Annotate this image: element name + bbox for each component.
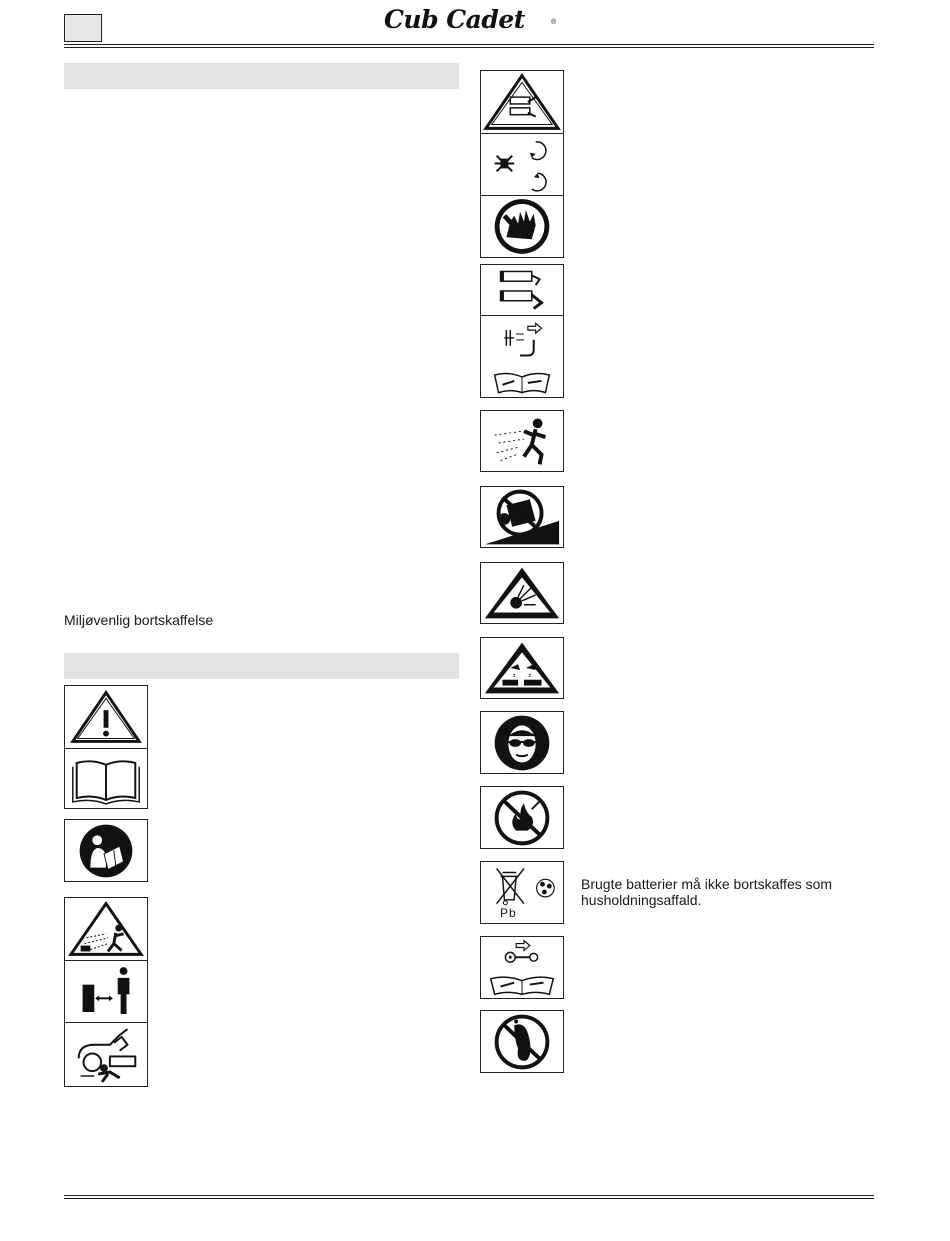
icon-group-warning-manual: [64, 685, 148, 809]
icon-box-rollover: [480, 486, 564, 548]
warning-triangle-icon: [65, 686, 147, 748]
icon-box-ignition-manual: [480, 936, 564, 999]
section-header-band-1: [64, 63, 459, 89]
blade-rotation-icon: [481, 133, 563, 195]
icon-box-eye-protection: [480, 711, 564, 774]
rollover-slope-icon: [481, 487, 563, 547]
registered-mark: ®: [551, 19, 557, 26]
ignition-key-manual-icon: [481, 937, 563, 998]
no-fire-icon: [481, 787, 563, 848]
explosion-warning-icon: [481, 563, 563, 623]
page-number-box: [64, 14, 102, 42]
no-bare-feet-icon: [481, 1011, 563, 1072]
child-runover-icon: [65, 1022, 147, 1086]
icon-box-battery-disposal: [480, 861, 564, 924]
remove-key-icon: [481, 265, 563, 315]
icon-group-key-maintenance: [480, 264, 564, 398]
thrown-objects-icon: [481, 411, 563, 471]
icon-box-explosion: [480, 562, 564, 624]
icon-group-safety-distance: [64, 897, 148, 1087]
thrown-objects-warning-icon: [65, 898, 147, 960]
header-rule-top: [64, 44, 874, 45]
icon-box-no-bare-feet: [480, 1010, 564, 1073]
footer-rule-bottom: [64, 1198, 874, 1199]
icon-group-blade-hazard: [480, 70, 564, 258]
battery-lead-label: Pb: [500, 906, 517, 920]
manual-book-icon: [65, 748, 147, 809]
icon-box-corrosive: [480, 637, 564, 699]
maintenance-manual-icon: [481, 315, 563, 397]
hand-cut-icon: [481, 195, 563, 257]
disposal-heading: Miljøvenlig bortskaffelse: [64, 612, 214, 628]
brand-logo: Cub Cadet: [384, 5, 525, 34]
corrosive-warning-icon: [481, 638, 563, 698]
icon-box-thrown-objects: [480, 410, 564, 472]
keep-distance-icon: [65, 960, 147, 1022]
blade-hazard-triangle-icon: [481, 71, 563, 133]
battery-disposal-note: Brugte batterier må ikke bortskaffes som husholdningsaffald.: [581, 876, 833, 908]
icon-box-no-fire: [480, 786, 564, 849]
battery-disposal-icon: [481, 862, 563, 923]
icon-box-read-manual: [64, 819, 148, 882]
header-rule-bottom: [64, 47, 874, 48]
section-header-band-2: [64, 653, 459, 679]
footer-rule-top: [64, 1195, 874, 1196]
eye-protection-icon: [481, 712, 563, 773]
read-manual-icon: [65, 820, 147, 881]
